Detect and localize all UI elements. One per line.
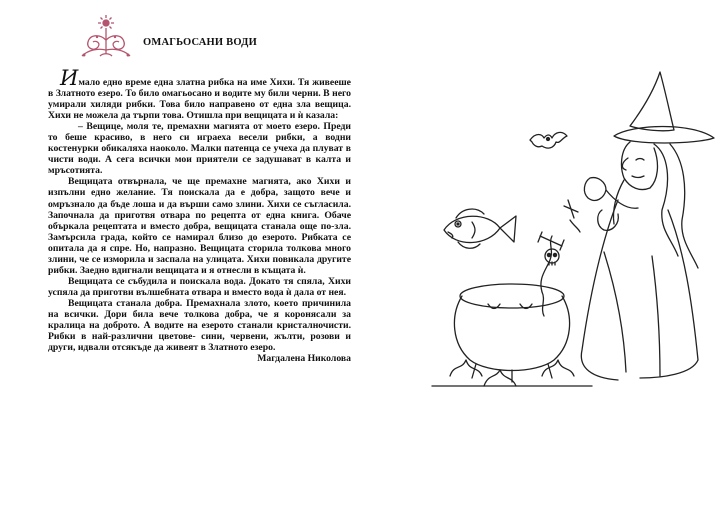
paragraph-2: – Вещице, моля те, премахни магията от моето езеро. Преди то беше красиво, в него си играеха весели рибки, а водни костенурки обикаляха наоколо. Малки патенца се учеха да плуват в чисти води. А сега всички мои приятели се задушават в калта и мръсотията. xyxy=(48,121,351,177)
paragraph-3: Вещицата отвърнала, че ще премахне магията, ако Хихи и изпълни едно желание. Тя поискала да е добра, защото вече и омръзнало да бъде лоша и да върши само злини. Хихи се съгласила. Започнала да приготвя отвара по рецепта от една книга. Обаче объркала рецептата и вместо добра, вещицата станала още по-зла. Замърсила града, който се намирал близо до езерото. Рибката се опитала да я спре. Но, напразно. Вещицата сторила толкова много злини, че се изморила и заспала на улицата. Хихи повикала другите рибки. Заедно вдигнали вещицата и я отнесли в къщата ѝ. xyxy=(48,176,351,276)
paragraph-1-text: мало едно време една златна рибка на име Хихи. Тя живееше в Златното езеро. То било омагьосано и водите му били черни. В него умирали хиляди рибки. Това било направено от една зла вещица. Хихи не можела да търпи това. Отишла при вещицата и ѝ казала: xyxy=(48,77,351,122)
paragraph-5: Вещицата станала добра. Премахнала злото, което причинила на всички. Дори била вече толкова добра, че я коронясали за кралица на доброто. А водите на езерото станали кристалночисти. Рибки в най-различни цветове- сини, червени, жълти, розови и други, идвали отсякъде да живеят в Златното езеро. xyxy=(48,297,351,354)
skull-icon xyxy=(545,249,559,265)
bat-icon xyxy=(530,132,567,148)
author-name: Магдалена Николова xyxy=(257,353,351,365)
witch-illustration xyxy=(392,60,728,395)
story-text xyxy=(48,66,351,365)
drop-cap: И xyxy=(60,66,79,90)
floral-ornament-icon xyxy=(76,14,136,60)
paragraph-1 xyxy=(48,66,351,122)
paragraph-4: Вещицата се събудила и поискала вода. Докато тя спяла, Хихи успяла да приготви вълшебната отвара и вместо вода ѝ дала от нея. xyxy=(48,275,351,298)
story-title: ОМАГЬОСАНИ ВОДИ xyxy=(143,37,257,48)
fish-icon xyxy=(444,209,516,248)
